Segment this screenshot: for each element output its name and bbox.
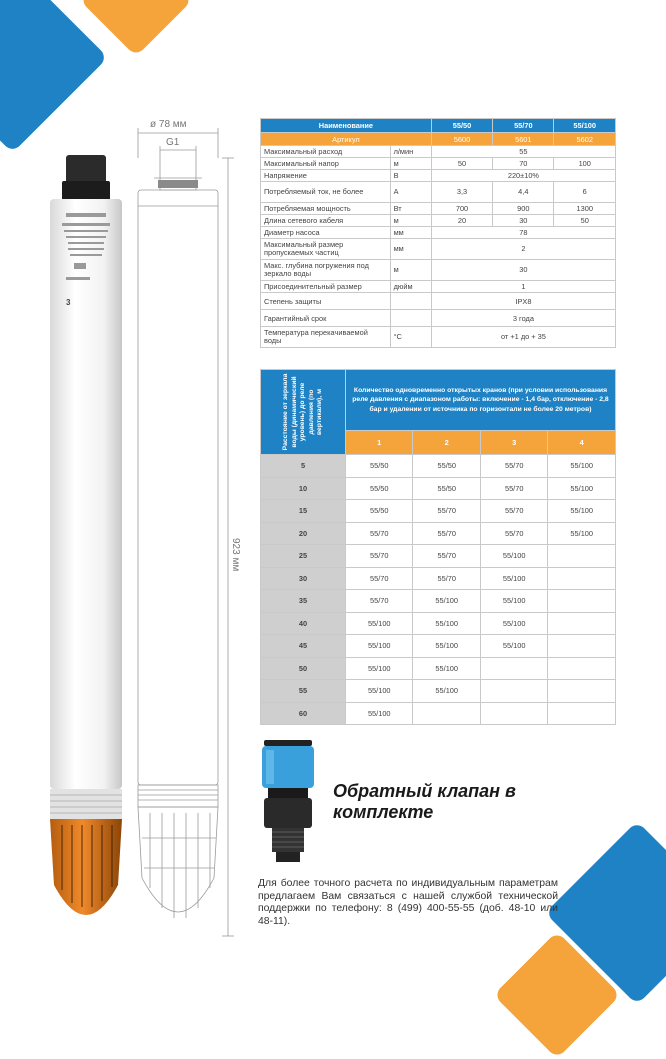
spec-value: 3,3 bbox=[431, 182, 492, 203]
selection-distance: 35 bbox=[261, 590, 346, 613]
selection-cell bbox=[548, 567, 616, 590]
selection-corner bbox=[261, 370, 346, 455]
spec-value: 50 bbox=[554, 215, 616, 227]
spec-unit: А bbox=[390, 182, 431, 203]
spec-row bbox=[261, 239, 616, 260]
spec-value: 3 года bbox=[431, 310, 615, 327]
selection-cell: 55/70 bbox=[480, 500, 547, 523]
selection-cell: 55/100 bbox=[548, 455, 616, 478]
selection-cell: 55/100 bbox=[480, 635, 547, 658]
selection-row bbox=[261, 545, 616, 568]
spec-value: 20 bbox=[431, 215, 492, 227]
selection-cell: 55/100 bbox=[548, 500, 616, 523]
selection-cell bbox=[480, 680, 547, 703]
spec-unit: °C bbox=[390, 327, 431, 348]
spec-name: Длина сетевого кабеля bbox=[261, 215, 391, 227]
svg-text:3: 3 bbox=[66, 298, 71, 307]
spec-unit: м bbox=[390, 215, 431, 227]
spec-value: 30 bbox=[493, 215, 554, 227]
spec-table bbox=[260, 118, 616, 348]
spec-value: 6 bbox=[554, 182, 616, 203]
spec-row bbox=[261, 170, 616, 182]
spec-header-model: 55/100 bbox=[554, 119, 616, 133]
spec-value: 1300 bbox=[554, 203, 616, 215]
pump-drawing bbox=[132, 118, 242, 938]
selection-distance: 50 bbox=[261, 657, 346, 680]
selection-cell: 55/100 bbox=[346, 612, 413, 635]
selection-cell bbox=[413, 702, 480, 725]
selection-cell: 55/100 bbox=[480, 567, 547, 590]
check-valve-image bbox=[258, 738, 318, 866]
spec-unit: мм bbox=[390, 227, 431, 239]
spec-article-row bbox=[261, 133, 616, 146]
spec-header-name: Наименование bbox=[261, 119, 432, 133]
selection-cell bbox=[548, 680, 616, 703]
spec-value: 100 bbox=[554, 158, 616, 170]
selection-cell bbox=[548, 635, 616, 658]
spec-value: 78 bbox=[431, 227, 615, 239]
selection-cell: 55/100 bbox=[413, 612, 480, 635]
selection-distance: 25 bbox=[261, 545, 346, 568]
spec-unit bbox=[390, 310, 431, 327]
spec-row bbox=[261, 203, 616, 215]
spec-row bbox=[261, 227, 616, 239]
valve-title: Обратный клапан в комплекте bbox=[333, 781, 516, 822]
spec-unit: мм bbox=[390, 239, 431, 260]
spec-name: Потребляемый ток, не более bbox=[261, 182, 391, 203]
selection-cell: 55/50 bbox=[346, 500, 413, 523]
selection-cell bbox=[548, 702, 616, 725]
selection-cell: 55/100 bbox=[480, 545, 547, 568]
selection-cell: 55/100 bbox=[480, 590, 547, 613]
selection-cell: 55/50 bbox=[346, 477, 413, 500]
spec-name: Максимальный расход bbox=[261, 146, 391, 158]
spec-value: 1 bbox=[431, 281, 615, 293]
selection-row bbox=[261, 635, 616, 658]
selection-cell: 55/100 bbox=[548, 522, 616, 545]
selection-row bbox=[261, 590, 616, 613]
selection-cell: 55/50 bbox=[346, 455, 413, 478]
spec-header-row bbox=[261, 119, 616, 133]
selection-cell: 55/100 bbox=[346, 680, 413, 703]
diameter-label: ø 78 мм bbox=[150, 119, 187, 130]
selection-distance: 55 bbox=[261, 680, 346, 703]
spec-value: 700 bbox=[431, 203, 492, 215]
selection-cell: 55/70 bbox=[413, 545, 480, 568]
selection-cell: 55/70 bbox=[413, 522, 480, 545]
selection-distance: 5 bbox=[261, 455, 346, 478]
spec-unit: В bbox=[390, 170, 431, 182]
selection-table bbox=[260, 369, 616, 725]
spec-row bbox=[261, 146, 616, 158]
spec-header-model: 55/70 bbox=[493, 119, 554, 133]
spec-value: 2 bbox=[431, 239, 615, 260]
spec-unit: дюйм bbox=[390, 281, 431, 293]
selection-cell: 55/100 bbox=[346, 702, 413, 725]
selection-cell: 55/70 bbox=[346, 522, 413, 545]
selection-cell: 55/100 bbox=[548, 477, 616, 500]
selection-cell: 55/100 bbox=[413, 657, 480, 680]
selection-column: 4 bbox=[548, 431, 616, 455]
selection-header-row bbox=[261, 370, 616, 431]
spec-value: 220±10% bbox=[431, 170, 615, 182]
spec-value: 50 bbox=[431, 158, 492, 170]
selection-column: 1 bbox=[346, 431, 413, 455]
spec-name: Напряжение bbox=[261, 170, 391, 182]
selection-cell: 55/100 bbox=[413, 680, 480, 703]
length-label: 923 мм bbox=[230, 538, 241, 572]
spec-unit: м bbox=[390, 260, 431, 281]
selection-cell: 55/70 bbox=[413, 567, 480, 590]
selection-cell: 55/50 bbox=[413, 477, 480, 500]
selection-row bbox=[261, 500, 616, 523]
spec-value: 55 bbox=[431, 146, 615, 158]
selection-row bbox=[261, 522, 616, 545]
selection-cell: 55/70 bbox=[346, 567, 413, 590]
selection-column: 3 bbox=[480, 431, 547, 455]
spec-row bbox=[261, 260, 616, 281]
spec-value: от +1 до + 35 bbox=[431, 327, 615, 348]
selection-cell bbox=[548, 657, 616, 680]
selection-cell bbox=[480, 702, 547, 725]
spec-row bbox=[261, 327, 616, 348]
spec-header-model: 55/50 bbox=[431, 119, 492, 133]
spec-unit bbox=[390, 293, 431, 310]
spec-article-value: 5600 bbox=[431, 133, 492, 146]
selection-cell: 55/100 bbox=[413, 590, 480, 613]
spec-value: IPX8 bbox=[431, 293, 615, 310]
spec-name: Температура перекачиваемой воды bbox=[261, 327, 391, 348]
selection-cell bbox=[548, 590, 616, 613]
spec-row bbox=[261, 158, 616, 170]
selection-cell: 55/100 bbox=[480, 612, 547, 635]
selection-distance: 20 bbox=[261, 522, 346, 545]
spec-name: Макс. глубина погружения под зеркало воды bbox=[261, 260, 391, 281]
spec-unit: л/мин bbox=[390, 146, 431, 158]
selection-cell: 55/70 bbox=[480, 477, 547, 500]
spec-value: 900 bbox=[493, 203, 554, 215]
selection-cell: 55/100 bbox=[346, 657, 413, 680]
selection-distance: 30 bbox=[261, 567, 346, 590]
spec-name: Максимальный напор bbox=[261, 158, 391, 170]
selection-distance: 10 bbox=[261, 477, 346, 500]
thread-label: G1 bbox=[166, 137, 180, 148]
pump-photo bbox=[48, 155, 124, 930]
spec-row bbox=[261, 215, 616, 227]
selection-cell: 55/70 bbox=[346, 590, 413, 613]
corner-diamond-blue-top bbox=[0, 0, 108, 153]
spec-article-value: 5602 bbox=[554, 133, 616, 146]
spec-value: 4,4 bbox=[493, 182, 554, 203]
selection-cell: 55/70 bbox=[480, 522, 547, 545]
selection-cell: 55/100 bbox=[413, 635, 480, 658]
spec-row bbox=[261, 293, 616, 310]
selection-distance: 60 bbox=[261, 702, 346, 725]
selection-cell: 55/70 bbox=[480, 455, 547, 478]
spec-name: Степень защиты bbox=[261, 293, 391, 310]
selection-row bbox=[261, 455, 616, 478]
selection-row bbox=[261, 657, 616, 680]
selection-cell: 55/70 bbox=[346, 545, 413, 568]
selection-corner-label: Расстояние от зеркала воды (динамический уровень) до реле давления (по вертикали), м bbox=[281, 373, 323, 451]
selection-cell bbox=[548, 612, 616, 635]
spec-unit: Вт bbox=[390, 203, 431, 215]
support-note: Для более точного расчета по индивидуальным параметрам предлагаем Вам связаться с нашей службой технической поддержки по телефону: 8 (499) 400-55-55 (доб. 48-10 или 48-11). bbox=[258, 878, 558, 927]
selection-distance: 40 bbox=[261, 612, 346, 635]
spec-name: Потребляемая мощность bbox=[261, 203, 391, 215]
selection-cell: 55/100 bbox=[346, 635, 413, 658]
spec-unit: м bbox=[390, 158, 431, 170]
selection-header-text: Количество одновременно открытых кранов (при условии использования реле давления с диапазоном работы: включение - 1,4 бар, отключение - 2,8 бар и удалении от источника по горизонтали не более 20 метров) bbox=[346, 370, 616, 431]
spec-name: Максимальный размер пропускаемых частиц bbox=[261, 239, 391, 260]
spec-name: Гарантийный срок bbox=[261, 310, 391, 327]
selection-row bbox=[261, 477, 616, 500]
selection-cell: 55/70 bbox=[413, 500, 480, 523]
selection-column: 2 bbox=[413, 431, 480, 455]
selection-row bbox=[261, 567, 616, 590]
selection-body bbox=[261, 455, 616, 725]
selection-row bbox=[261, 702, 616, 725]
selection-cell: 55/50 bbox=[413, 455, 480, 478]
selection-row bbox=[261, 680, 616, 703]
selection-distance: 45 bbox=[261, 635, 346, 658]
selection-row bbox=[261, 612, 616, 635]
selection-cell bbox=[480, 657, 547, 680]
spec-row bbox=[261, 281, 616, 293]
spec-name: Присоединительный размер bbox=[261, 281, 391, 293]
spec-value: 30 bbox=[431, 260, 615, 281]
spec-name: Диаметр насоса bbox=[261, 227, 391, 239]
spec-row bbox=[261, 310, 616, 327]
spec-row bbox=[261, 182, 616, 203]
selection-cell bbox=[548, 545, 616, 568]
spec-article-label: Артикул bbox=[261, 133, 432, 146]
spec-article-value: 5601 bbox=[493, 133, 554, 146]
spec-value: 70 bbox=[493, 158, 554, 170]
selection-distance: 15 bbox=[261, 500, 346, 523]
